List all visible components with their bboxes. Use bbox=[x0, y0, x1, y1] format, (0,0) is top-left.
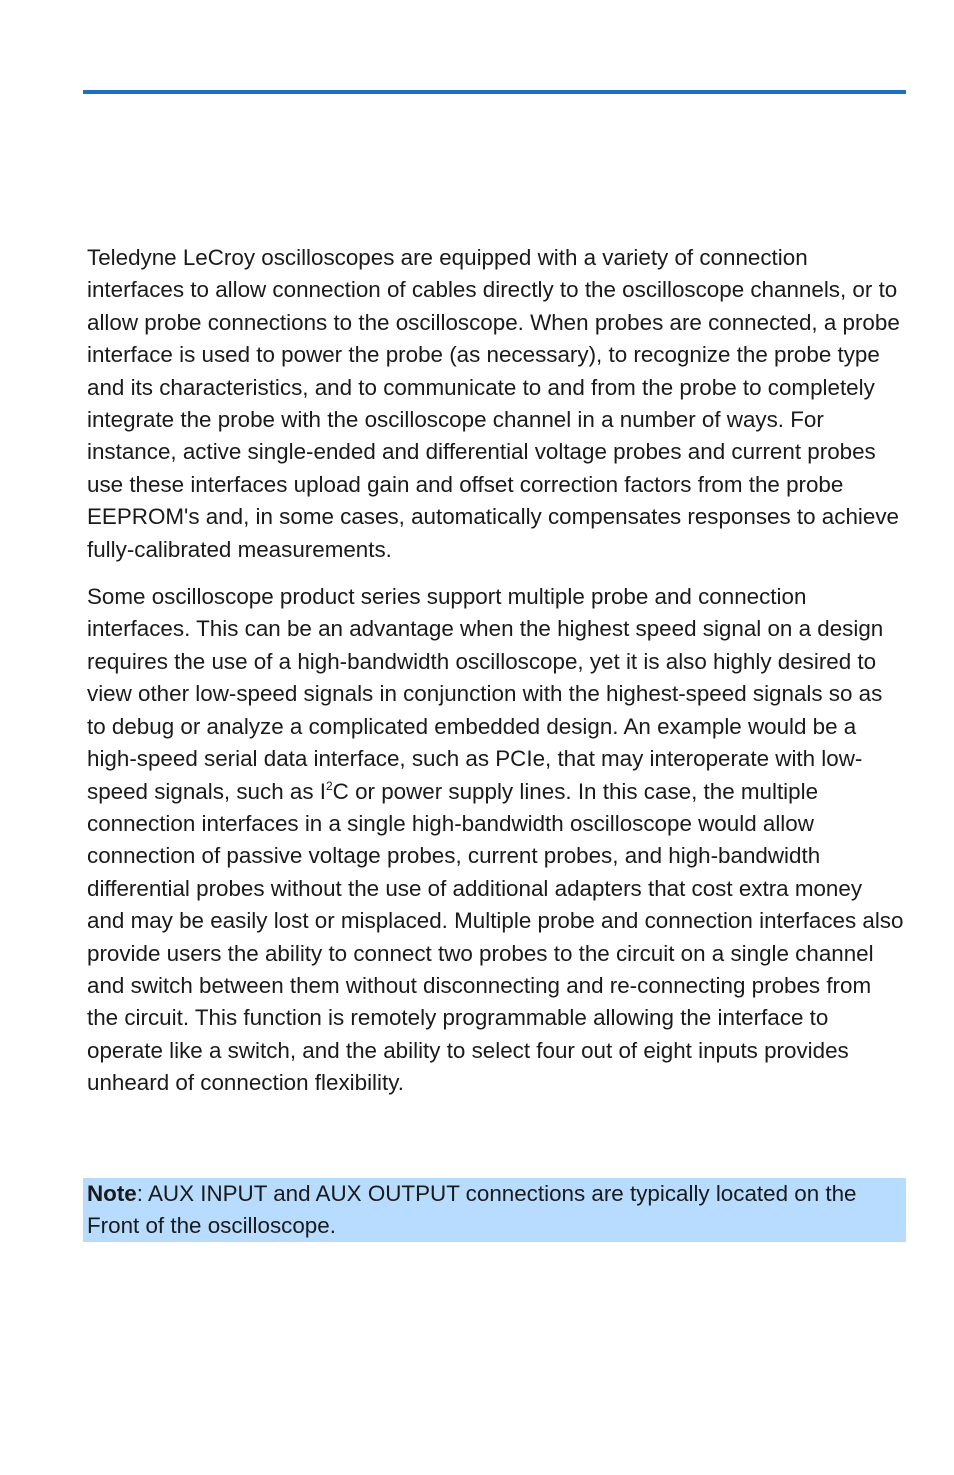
header-rule bbox=[83, 90, 906, 94]
note-box bbox=[83, 1178, 906, 1242]
paragraph-part-a: Some oscilloscope product series support multiple probe and connection interfaces. This can be an advantage when the highest speed signal on a design requires the use of a high-bandwidth oscilloscope, yet it is also highly desired to view other low-speed signals in conjunction with the highest-speed signals so as to debug or analyze a complicated embedded design. An example would be a high-speed serial data interface, such as PCIe, that may interoperate with low-speed signals, such as I bbox=[87, 584, 884, 804]
superscript-2: 2 bbox=[325, 778, 333, 793]
paragraph-part-b: C or power supply lines. In this case, the multiple connection interfaces in a single high-bandwidth oscilloscope would allow connection of passive voltage probes, current probes, and high-bandwidth differential probes without the use of additional adapters that cost extra money and may be easily lost or misplaced. Multiple probe and connection interfaces also provide users the ability to connect two probes to the circuit on a single channel and switch between them without disconnecting and re-connecting probes from the circuit. This function is remotely programmable allowing the interface to operate like a switch, and the ability to select four out of eight inputs provides unheard of connection flexibility. bbox=[87, 778, 904, 1096]
paragraph-multiple-interfaces bbox=[87, 581, 905, 1100]
paragraph-intro: Teledyne LeCroy oscilloscopes are equipped with a variety of connection interfaces to allow connection of cables directly to the oscilloscope channels, or to allow probe connections to the oscilloscope. When probes are connected, a probe interface is used to power the probe (as necessary), to recognize the probe type and its characteristics, and to communicate to and from the probe to completely integrate the probe with the oscilloscope channel in a number of ways. For instance, active single-ended and differential voltage probes and current probes use these interfaces upload gain and offset correction factors from the probe EEPROM's and, in some cases, automatically compensates responses to achieve fully-calibrated measurements. bbox=[87, 245, 900, 562]
note-label: Note bbox=[87, 1181, 137, 1206]
body-text bbox=[87, 242, 905, 1115]
note-text: : AUX INPUT and AUX OUTPUT connections are typically located on the Front of the oscilloscope. bbox=[87, 1181, 857, 1239]
